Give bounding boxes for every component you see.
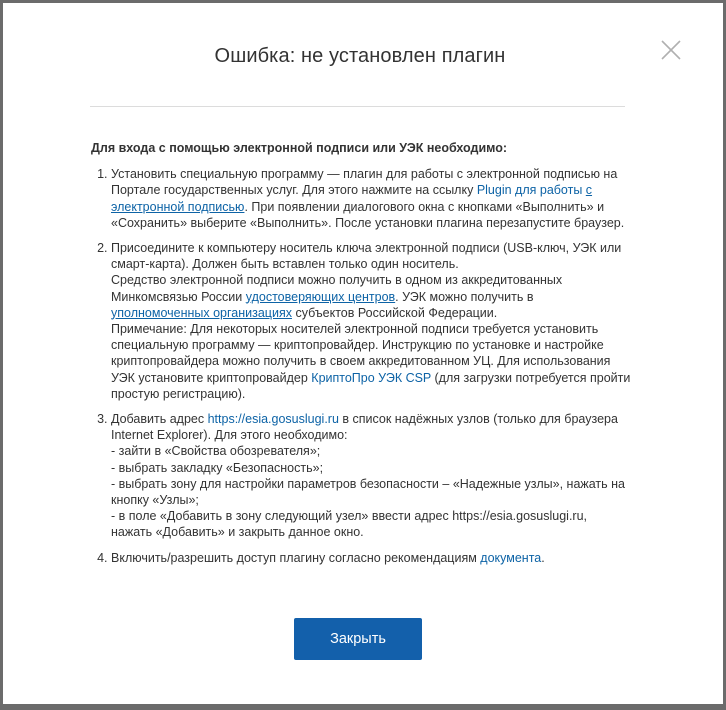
step-2-text-c: . УЭК можно получить в [395,289,534,304]
step-2-note: Примечание: Для некоторых носителей электронной подписи требуется установить специальную программу — криптопровайдер. Инструкцию по установке и настройке криптопровайдера можно получить в своем аккредитованном УЦ. Для использования УЭК установите криптопровайдер [111,322,611,385]
step-3 [111,411,631,541]
step-4 [111,550,631,566]
step-3-text-b: в список надёжных узлов (только для браузера Internet Explorer). Для этого необходимо: [111,412,618,443]
close-button[interactable]: Закрыть [294,618,422,660]
plugin-link-part-1[interactable]: Plugin для работы [476,183,583,198]
step-1-text-b: . При появлении диалогового окна с кнопками «Выполнить» и «Сохранить» выберите «Выполнить». После установки плагина перезапустите браузер. [111,199,625,230]
step-3-line-4: - в поле «Добавить в зону следующий узел» ввести адрес https://esia.gosuslugi.ru, нажать «Добавить» и закрыть данное окно. [111,509,588,540]
title-divider [90,106,625,107]
authorized-organizations-link[interactable]: уполномоченных организациях [111,305,292,320]
step-2 [111,240,631,402]
step-2-text-a: Присоедините к компьютеру носитель ключа электронной подписи (USB-ключ, УЭК или смарт-карта). Должен быть вставлен только один носитель. [111,241,622,272]
step-2-text-d: субъектов Российской Федерации. [291,305,498,320]
step-3-line-1: - зайти в «Свойства обозревателя»; [111,444,321,459]
step-1-text-a: Установить специальную программу — плагин для работы с электронной подписью на Портале государственных услуг. Для этого нажмите на ссылку [111,167,618,198]
dialog-title: Ошибка: не установлен плагин [214,45,506,67]
steps-list [91,166,631,566]
step-4-text-a: Включить/разрешить доступ плагину согласно рекомендациям [111,550,481,565]
document-link[interactable]: документа [480,550,542,565]
error-dialog [3,3,723,704]
certification-centers-link[interactable]: удостоверяющих центров [245,289,396,304]
step-2-text-b: Средство электронной подписи можно получить в одном из аккредитованных Минкомсвязью России [111,273,563,304]
step-4-text-b: . [541,550,545,565]
intro-text: Для входа с помощью электронной подписи или УЭК необходимо: [91,141,508,155]
step-3-line-2: - выбрать закладку «Безопасность»; [111,460,324,475]
cryptopro-link[interactable]: КриптоПро УЭК CSP [311,370,432,385]
step-2-text-e: (для загрузки потребуется пройти простую регистрацию). [111,370,631,401]
step-3-line-3: - выбрать зону для настройки параметров безопасности – «Надежные узлы», нажать на кнопку «Узлы»; [111,476,626,508]
esia-link[interactable]: https://esia.gosuslugi.ru [207,412,339,427]
plugin-link-part-2[interactable]: с электронной подписью [111,183,593,214]
step-1 [111,166,631,231]
dialog-content [91,140,631,575]
step-3-text-a: Добавить адрес [111,412,208,427]
